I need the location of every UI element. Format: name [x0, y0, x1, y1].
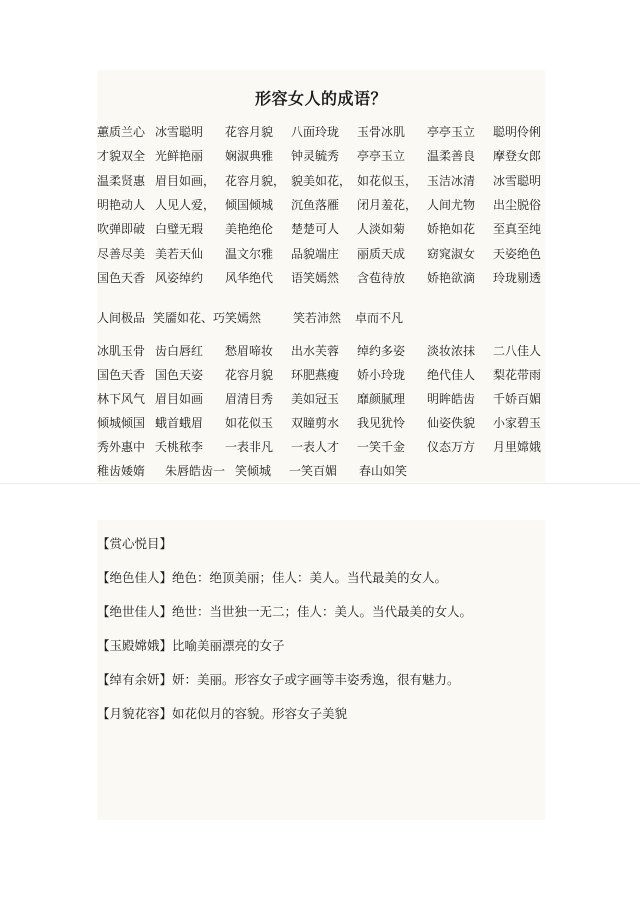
idiom-cell: 眉清目秀	[225, 392, 274, 406]
idiom-cell: 稚齿婑媠	[97, 464, 146, 478]
idiom-cell: 娇艳欲滴	[427, 270, 476, 285]
idiom-cell: 玉洁冰清	[427, 173, 476, 188]
idiom-cell: 温柔善良	[427, 149, 476, 164]
definition-text: 绝色：绝顶美丽；佳人：美人。当代最美的女人。	[172, 570, 448, 585]
idiom-cell: 蛾首蛾眉	[155, 416, 204, 430]
idiom-cell: 娴淑典雅	[225, 149, 274, 164]
definition-term: 【绝世佳人】	[97, 604, 173, 619]
idiom-cell: 国色天姿	[155, 368, 204, 382]
definition-text: 比喻美丽漂亮的女子	[172, 638, 285, 653]
idiom-cell: 一笑千金	[357, 440, 406, 454]
idiom-cell: 聪明伶俐	[493, 125, 542, 139]
definition-entry	[97, 706, 545, 740]
idiom-cell: 风姿绰约	[155, 270, 204, 285]
idiom-cell: 钟灵毓秀	[291, 149, 340, 164]
idiom-cell: 眉目如画，	[155, 173, 216, 188]
idiom-cell: 卓而不凡	[355, 311, 404, 325]
idiom-cell: 白璧无瑕	[155, 222, 204, 237]
definition-term: 【赏心悦目】	[97, 536, 173, 551]
idiom-cell: 笑靥如花、巧笑嫣然	[153, 311, 262, 325]
idiom-cell: 靡颜腻理	[357, 392, 406, 406]
idiom-cell: 齿白唇红	[155, 344, 204, 358]
idiom-cell: 小家碧玉	[493, 416, 542, 430]
idiom-cell: 秀外惠中	[97, 440, 146, 454]
definition-term: 【玉殿嫦娥】	[97, 638, 173, 653]
idiom-cell: 我见犹怜	[357, 416, 406, 430]
definition-entry	[97, 638, 545, 672]
idiom-cell: 丽质天成	[357, 246, 406, 261]
definition-term: 【绰有余妍】	[97, 672, 173, 687]
idiom-cell: 摩登女郎	[493, 149, 542, 164]
idiom-cell: 沉鱼落雁	[291, 197, 340, 212]
idiom-cell: 笑倾城	[235, 464, 272, 478]
idiom-cell: 一表人才	[291, 440, 340, 454]
idiom-cell: 明艳动人	[97, 197, 146, 212]
idiom-cell: 玉骨冰肌	[357, 125, 406, 139]
idiom-cell: 楚楚可人	[291, 222, 340, 237]
definition-text: 如花似月的容貌。形容女子美貌	[172, 706, 348, 721]
definition-entry	[97, 672, 545, 706]
idiom-cell: 娇小玲珑	[357, 368, 406, 382]
idiom-cell: 倾国倾城	[225, 197, 274, 212]
idiom-cell: 环肥燕瘦	[291, 368, 340, 382]
idiom-cell: 月里嫦娥	[493, 440, 542, 454]
idiom-cell: 美若天仙	[155, 246, 204, 261]
definition-text: 妍：美丽。形容女子或字画等丰姿秀逸，很有魅力。	[172, 672, 460, 687]
idiom-cell: 八面玲珑	[291, 125, 340, 139]
idiom-cell: 闭月羞花，	[357, 197, 418, 212]
idiom-cell: 如花似玉，	[357, 173, 418, 188]
idiom-cell: 温文尔雅	[225, 246, 274, 261]
idiom-cell: 冰雪聪明	[155, 125, 204, 139]
idiom-cell: 春山如笑	[359, 464, 408, 478]
idiom-cell: 如花似玉	[225, 416, 274, 430]
idiom-cell: 倾城倾国	[97, 416, 146, 430]
idiom-cell: 一表非凡	[225, 440, 274, 454]
idiom-cell: 明眸皓齿	[427, 392, 476, 406]
idiom-cell: 愁眉啼妆	[225, 344, 274, 358]
idiom-cell: 人间极品	[97, 311, 146, 325]
definition-text: 绝世：当世独一无二；佳人：美人。当代最美的女人。	[172, 604, 473, 619]
definition-entry	[97, 536, 545, 570]
definition-entry	[97, 604, 545, 638]
idiom-cell: 淡妆浓抹	[427, 344, 476, 358]
idiom-cell: 出水芙蓉	[291, 344, 340, 358]
idiom-cell: 眉目如画	[155, 392, 204, 406]
idiom-cell: 冰雪聪明	[493, 173, 542, 188]
idiom-cell: 仙姿佚貌	[427, 416, 476, 430]
idiom-cell: 光鲜艳丽	[155, 149, 204, 164]
idiom-cell: 天姿绝色	[493, 246, 542, 261]
definition-term: 【月貌花容】	[97, 706, 173, 721]
idiom-cell: 玲珑剔透	[493, 270, 542, 285]
idiom-cell: 花容月貌	[225, 368, 274, 382]
idiom-cell: 温柔贤惠	[97, 173, 146, 188]
idiom-cell: 朱唇皓齿一	[165, 464, 226, 478]
idiom-cell: 亭亭玉立	[357, 149, 406, 164]
idiom-cell: 梨花带雨	[493, 368, 542, 382]
idiom-cell: 出尘脱俗	[493, 197, 542, 212]
idiom-cell: 人见人爱，	[155, 197, 216, 212]
idiom-cell: 尽善尽美	[97, 246, 146, 261]
idiom-cell: 冰肌玉骨	[97, 344, 146, 358]
idiom-cell: 人间尤物	[427, 197, 476, 212]
idiom-cell: 千娇百媚	[493, 392, 542, 406]
idiom-cell: 二八佳人	[493, 344, 542, 358]
idiom-cell: 窈窕淑女	[427, 246, 476, 261]
idiom-cell: 貌美如花，	[291, 173, 352, 188]
definition-term: 【绝色佳人】	[97, 570, 173, 585]
idiom-cell: 娇艳如花	[427, 222, 476, 237]
idiom-cell: 国色天香	[97, 270, 146, 285]
idiom-cell: 语笑嫣然	[291, 270, 340, 285]
idiom-cell: 花容月貌	[225, 125, 274, 139]
idiom-cell: 品貌端庄	[291, 246, 340, 261]
idiom-cell: 一笑百媚	[289, 464, 338, 478]
idiom-cell: 林下风气	[97, 392, 146, 406]
idiom-cell: 绝代佳人	[427, 368, 476, 382]
idiom-cell: 国色天香	[97, 368, 146, 382]
idiom-cell: 含苞待放	[357, 270, 406, 285]
idiom-cell: 亭亭玉立	[427, 125, 476, 139]
idiom-cell: 人淡如菊	[357, 222, 406, 237]
idiom-cell: 吹弹即破	[97, 222, 146, 237]
idiom-cell: 风华绝代	[225, 270, 274, 285]
definition-entry	[97, 570, 545, 604]
idiom-cell: 才貌双全	[97, 149, 146, 164]
page-divider	[0, 483, 640, 484]
idiom-cell: 花容月貌，	[225, 173, 286, 188]
page-title: 形容女人的成语？	[254, 89, 387, 108]
idiom-cell: 美如冠玉	[291, 392, 340, 406]
idiom-cell: 夭桃秾李	[155, 440, 204, 454]
idiom-cell: 笑若沛然	[293, 311, 342, 325]
idiom-definitions	[97, 536, 545, 740]
idiom-cell: 美艳绝伦	[225, 222, 274, 237]
idiom-cell: 至真至纯	[493, 222, 542, 237]
idiom-cell: 双瞳剪水	[291, 416, 340, 430]
idiom-cell: 绰约多姿	[357, 344, 406, 358]
idiom-cell: 仪态万方	[427, 440, 476, 454]
idiom-cell: 蕙质兰心	[97, 125, 146, 139]
